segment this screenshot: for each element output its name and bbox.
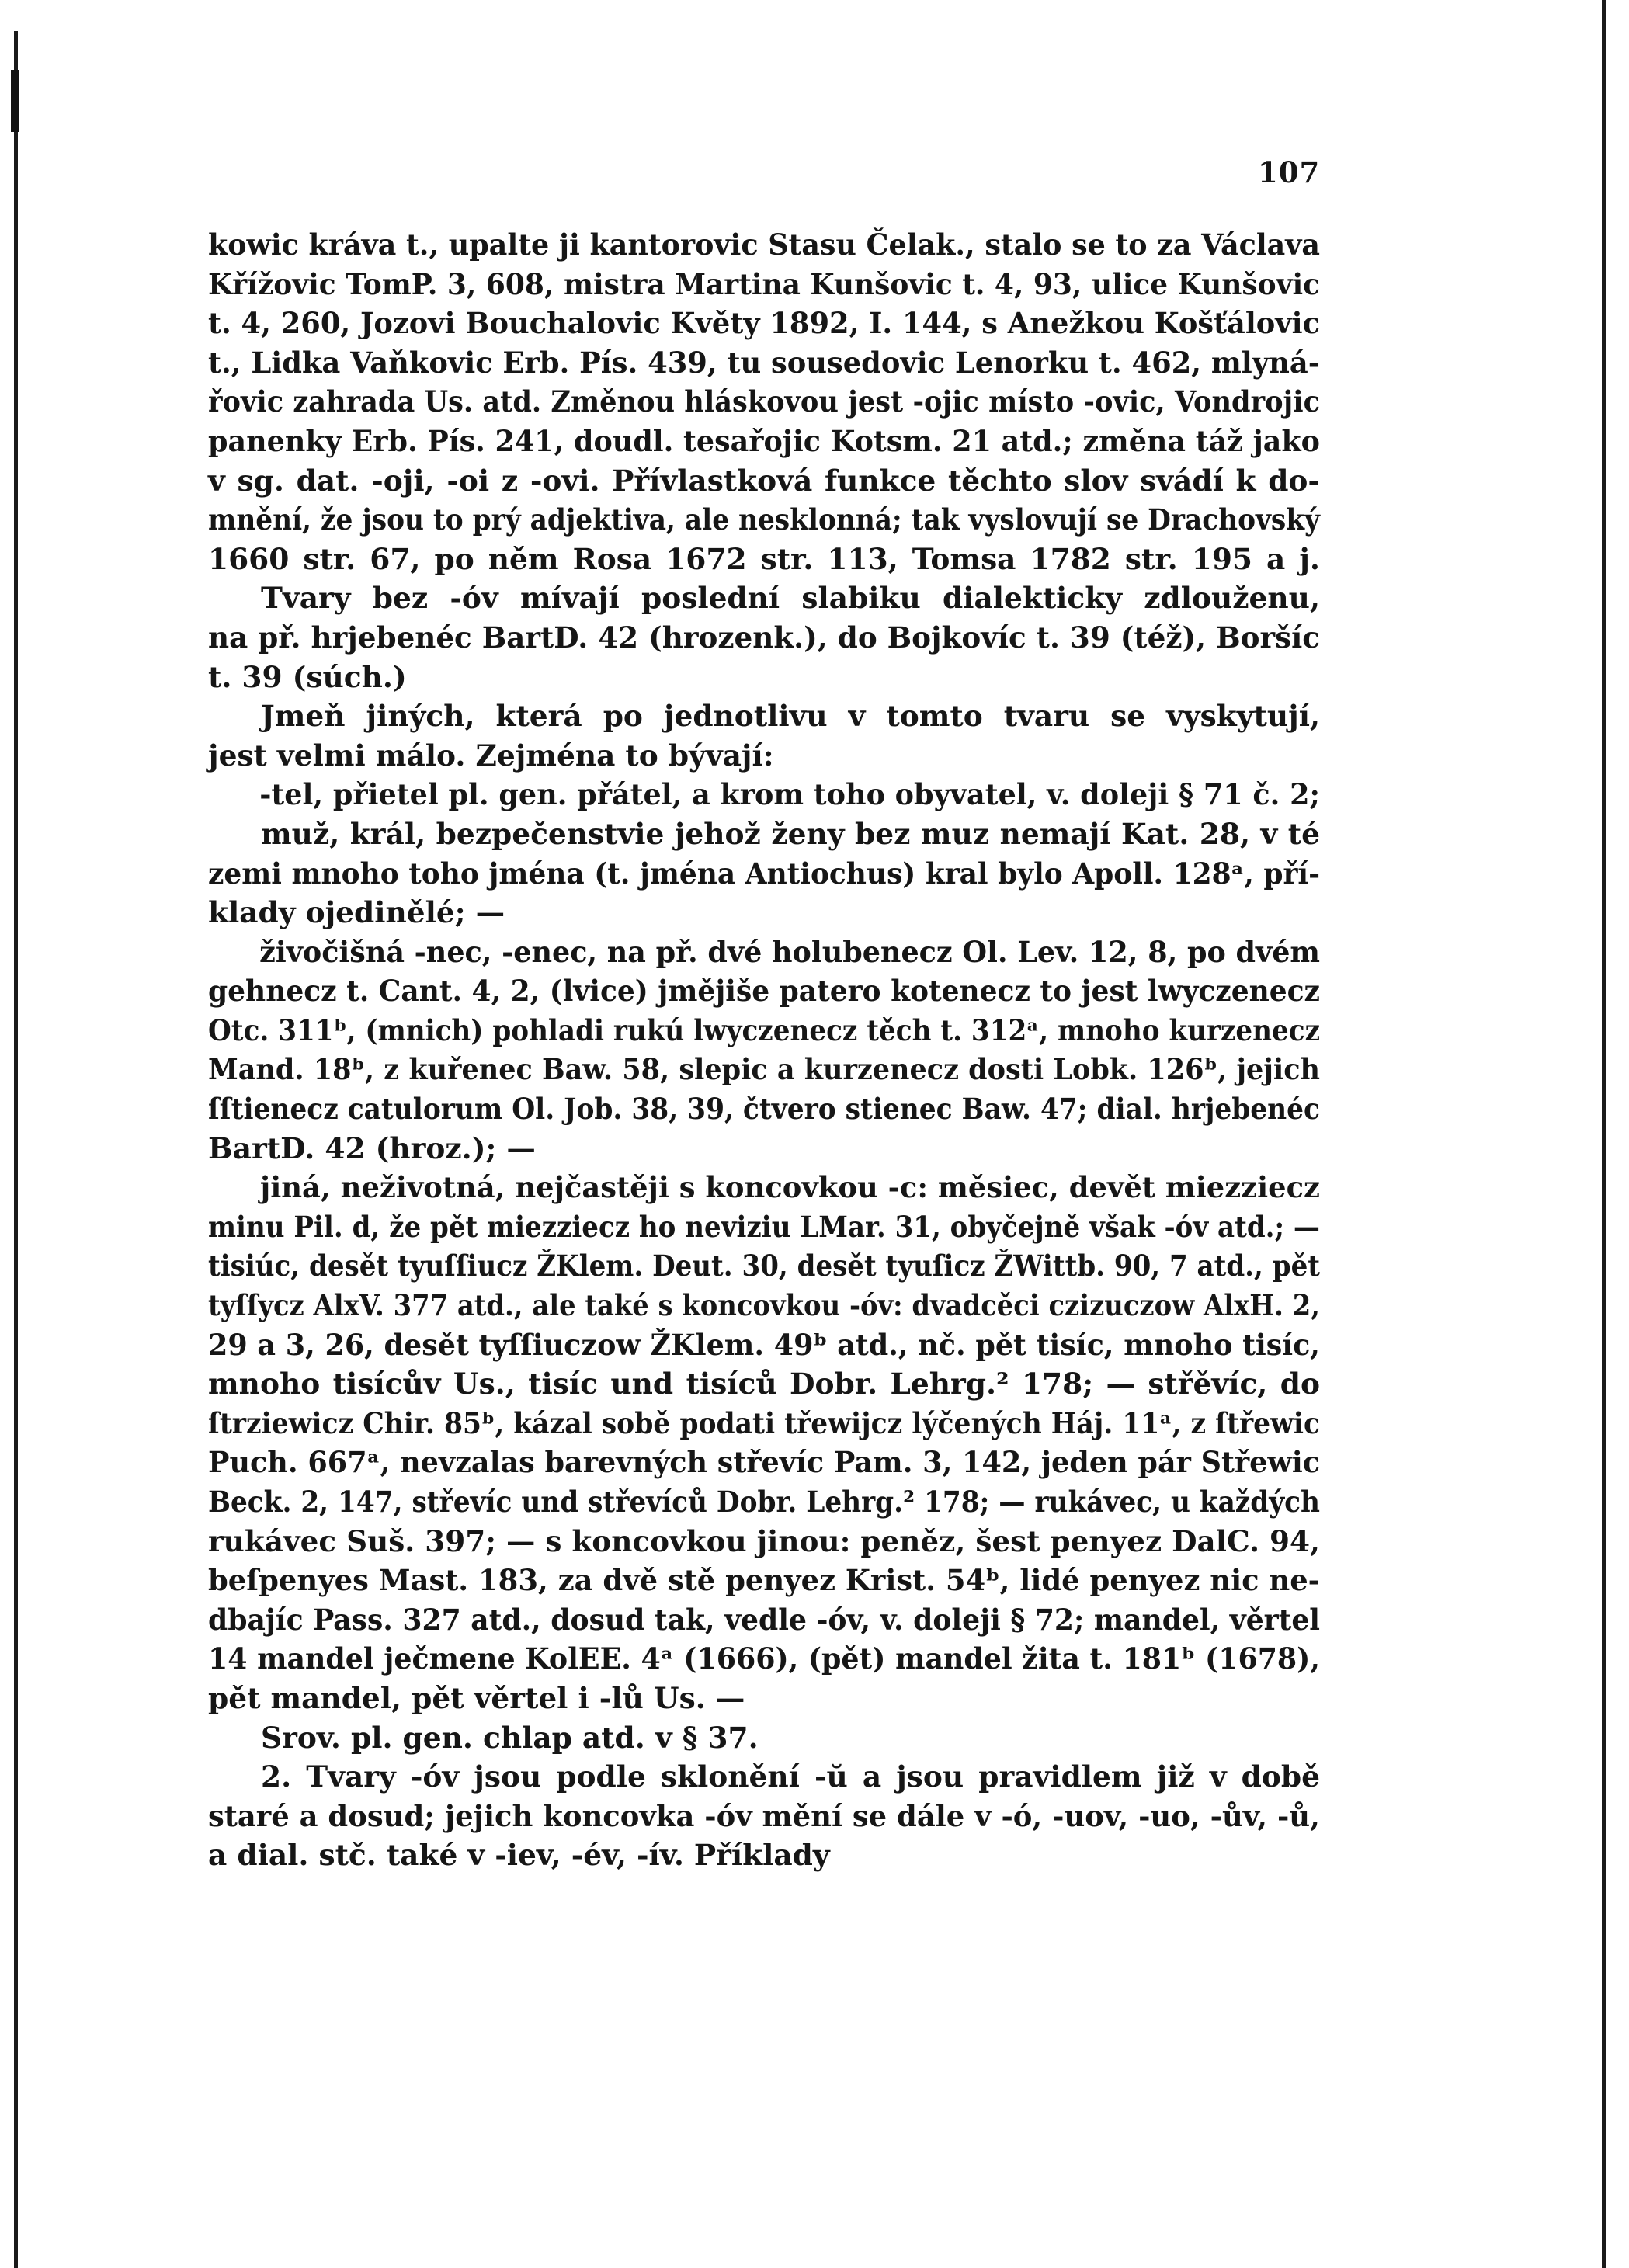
- text-line: rukávec Suš. 397; — s koncovkou jinou: peněz, šest penyez DalC. 94,: [208, 1523, 1320, 1558]
- text-line: panenky Erb. Pís. 241, doudl. tesařojic Kotsm. 21 atd.; změna táž jako: [208, 423, 1320, 458]
- text-line: tisiúc, desět tyuſſiucz ŽKlem. Deut. 30, desět tyuſicz ŽWittb. 90, 7 atd., pět: [208, 1249, 1320, 1283]
- text-line: BartD. 42 (hroz.); —: [208, 1131, 536, 1165]
- text-line: -tel, přietel pl. gen. přátel, a krom toho obyvatel, v. doleji § 71 č. 2;: [259, 777, 1320, 812]
- text-line: ſtrziewicz Chir. 85ᵇ, kázal sobě podati třewijcz lýčených Háj. 11ᵃ, z ſtřewic: [208, 1405, 1320, 1440]
- text-line: Křížovic TomP. 3, 608, mistra Martina Kunšovic t. 4, 93, ulice Kunšovic: [208, 266, 1320, 301]
- text-line: muž, král, bezpečenstvie jehož ženy bez muz nemají Kat. 28, v té: [261, 816, 1320, 851]
- text-line: 14 mandel ječmene KolEE. 4ᵃ (1666), (pět) mandel žita t. 181ᵇ (1678),: [208, 1641, 1320, 1676]
- text-line: beſpenyes Mast. 183, za dvě stě penyez Krist. 54ᵇ, lidé penyez nic ne-: [208, 1563, 1320, 1598]
- text-line: t., Lidka Vaňkovic Erb. Pís. 439, tu sousedovic Lenorku t. 462, mlyná-: [208, 345, 1320, 380]
- text-line: t. 39 (súch.): [208, 659, 407, 694]
- text-line: minu Pil. d, že pět miezziecz ho neviziu LMar. 31, obyčejně však -óv atd.; —: [208, 1209, 1320, 1244]
- text-line: klady ojedinělé; —: [208, 895, 505, 930]
- text-line: t. 4, 260, Jozovi Bouchalovic Květy 1892, I. 144, s Anežkou Košťálovic: [208, 306, 1320, 341]
- text-line: v sg. dat. -oji, -oi z -ovi. Přívlastková funkce těchto slov svádí k do-: [208, 463, 1320, 498]
- text-line: tyſſycz AlxV. 377 atd., ale také s koncovkou -óv: dvadcěci czizuczow AlxH. 2,: [208, 1288, 1320, 1323]
- text-line: staré a dosud; jejich koncovka -óv mění se dále v -ó, -uov, -uo, -ův, -ů,: [208, 1798, 1320, 1833]
- text-line: Srov. pl. gen. chlap atd. v § 37.: [261, 1720, 759, 1755]
- text-line: ſſtienecz catulorum Ol. Job. 38, 39, čtvero stienec Baw. 47; dial. hrjebenéc: [208, 1092, 1320, 1127]
- text-line: a dial. stč. také v -iev, -év, -ív. Příklady: [208, 1838, 830, 1873]
- page-frame-right: [1602, 0, 1606, 2268]
- text-line: gehnecz t. Cant. 4, 2, (lvice) jmějiše patero kotenecz to jest lwyczenecz: [208, 974, 1320, 1009]
- text-line: pět mandel, pět věrtel i -lů Us. —: [208, 1680, 745, 1715]
- text-line: 2. Tvary -óv jsou podle sklonění -ŭ a jsou pravidlem již v době: [261, 1759, 1320, 1794]
- text-line: zemi mnoho toho jména (t. jména Antiochus) kral bylo Apoll. 128ᵃ, pří-: [208, 856, 1320, 891]
- text-line: mnění, že jsou to prý adjektiva, ale nesklonná; tak vyslovují se Drachovský: [208, 502, 1320, 537]
- text-line: jiná, neživotná, nejčastěji s koncovkou -c: měsiec, devět miezziecz: [259, 1170, 1320, 1205]
- text-line: na př. hrjebenéc BartD. 42 (hrozenk.), do Bojkovíc t. 39 (též), Boršíc: [208, 620, 1320, 655]
- text-line: řovic zahrada Us. atd. Změnou hláskovou jest -ojic místo -ovic, Vondrojic: [208, 384, 1320, 419]
- text-line: jest velmi málo. Zejména to bývají:: [208, 738, 774, 773]
- page-frame-left: [14, 31, 18, 2268]
- text-line: mnoho tisícův Us., tisíc und tisíců Dobr. Lehrg.² 178; — střěvíc, do: [208, 1367, 1320, 1401]
- body-text: [208, 225, 1320, 1875]
- page-number: 107: [1258, 155, 1321, 189]
- text-line: živočišná -nec, -enec, na př. dvé holubenecz Ol. Lev. 12, 8, po dvém: [259, 934, 1321, 969]
- text-line: Jmeň jiných, která po jednotlivu v tomto tvaru se vyskytují,: [261, 699, 1320, 734]
- text-line: dbajíc Pass. 327 atd., dosud tak, vedle -óv, v. doleji § 72; mandel, věrtel: [208, 1602, 1320, 1637]
- text-line: 1660 str. 67, po něm Rosa 1672 str. 113, Tomsa 1782 str. 195 a j.: [208, 541, 1320, 576]
- text-line: Otc. 311ᵇ, (mnich) pohladi rukú lwyczenecz těch t. 312ᵃ, mnoho kurzenecz: [208, 1012, 1320, 1047]
- text-line: Puch. 667ᵃ, nevzalas barevných střevíc Pam. 3, 142, jeden pár Střewic: [208, 1445, 1320, 1480]
- text-line: kowic kráva t., upalte ji kantorovic Stasu Čelak., stalo se to za Václava: [208, 227, 1320, 262]
- text-line: Beck. 2, 147, střevíc und střevíců Dobr. Lehrg.² 178; — rukávec, u každých: [208, 1485, 1320, 1519]
- text-line: 29 a 3, 26, desět tyſſiuczow ŽKlem. 49ᵇ atd., nč. pět tisíc, mnoho tisíc,: [208, 1327, 1320, 1362]
- text-line: Mand. 18ᵇ, z kuřenec Baw. 58, slepic a kurzenecz dosti Lobk. 126ᵇ, jejich: [208, 1052, 1320, 1087]
- page-frame-left-mark: [11, 70, 19, 132]
- text-line: Tvary bez -óv mívají poslední slabiku dialekticky zdlouženu,: [261, 581, 1320, 616]
